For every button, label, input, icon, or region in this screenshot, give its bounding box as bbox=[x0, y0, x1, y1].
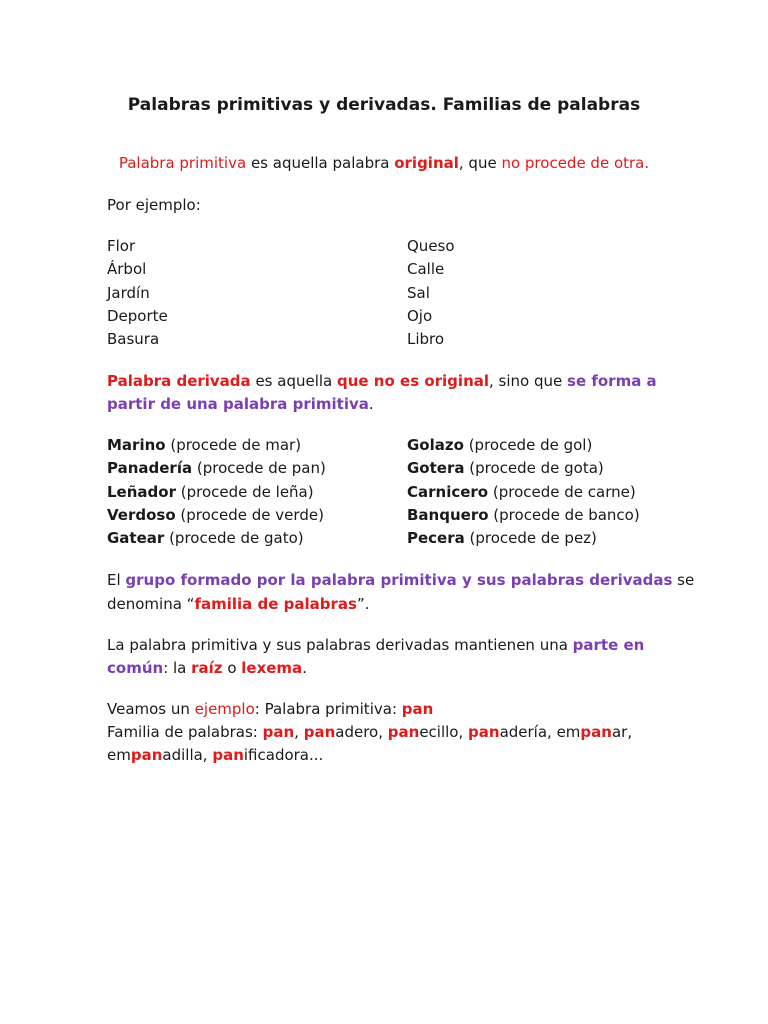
primitiva-word: Sal bbox=[407, 284, 430, 302]
definition-derivada-line1 bbox=[107, 372, 657, 390]
primitiva-word: Flor bbox=[107, 237, 136, 255]
derivada-note: (procede de gato) bbox=[164, 529, 304, 547]
term-original: original bbox=[394, 154, 459, 172]
derivada-item bbox=[407, 436, 592, 454]
word-prefix: em bbox=[107, 746, 131, 764]
primitiva-word: Árbol bbox=[107, 260, 147, 278]
derivada-word: Golazo bbox=[407, 436, 464, 454]
derivada-word: Carnicero bbox=[407, 483, 489, 501]
derivada-item bbox=[407, 459, 604, 477]
familia-definition-line2 bbox=[107, 595, 370, 613]
term-ejemplo: ejemplo bbox=[194, 700, 255, 718]
raiz-line1 bbox=[107, 636, 644, 654]
derivada-note: (procede de carne) bbox=[488, 483, 636, 501]
text-segment: denomina “ bbox=[107, 595, 195, 613]
root-pan: pan bbox=[212, 746, 244, 764]
text-segment: La palabra primitiva y sus palabras derivadas mantienen una bbox=[107, 636, 573, 654]
derivada-item bbox=[407, 483, 636, 501]
word-suffix: ar, bbox=[611, 723, 633, 741]
primitiva-word: Jardín bbox=[107, 284, 150, 302]
term-grupo-formado: grupo formado por la palabra primitiva y sus palabras derivadas bbox=[125, 571, 673, 589]
derivada-word: Gatear bbox=[107, 529, 165, 547]
definition-derivada-line2 bbox=[107, 395, 374, 413]
derivada-note: (procede de leña) bbox=[175, 483, 314, 501]
definition-primitiva bbox=[0, 154, 768, 172]
text-segment: : Palabra primitiva bbox=[254, 700, 392, 718]
derivada-note: (procede de gota) bbox=[464, 459, 604, 477]
text-segment: . bbox=[302, 659, 307, 677]
term-parte-en: parte en bbox=[572, 636, 645, 654]
text-segment: . bbox=[368, 395, 374, 413]
text-segment: se bbox=[672, 571, 695, 589]
derivada-note: (procede de pan) bbox=[192, 459, 326, 477]
term-palabra-primitiva: Palabra primitiva bbox=[118, 154, 247, 172]
text-segment: : bbox=[391, 700, 402, 718]
term-partir: partir de una palabra primitiva bbox=[107, 395, 369, 413]
derivada-item bbox=[107, 483, 314, 501]
derivada-item bbox=[407, 529, 597, 547]
text-segment: es aquella bbox=[250, 372, 337, 390]
page-title: Palabras primitivas y derivadas. Familias de palabras bbox=[127, 95, 641, 115]
text-segment: es aquella palabra bbox=[246, 154, 395, 172]
term-pan: pan bbox=[401, 700, 434, 718]
text-segment: ”. bbox=[356, 595, 370, 613]
word-suffix: adilla, bbox=[162, 746, 213, 764]
primitiva-word: Libro bbox=[407, 330, 445, 348]
derivada-note: (procede de banco) bbox=[488, 506, 640, 524]
ejemplo-line bbox=[107, 700, 433, 718]
term-raiz: raíz bbox=[191, 659, 223, 677]
root-pan: pan bbox=[130, 746, 163, 764]
word-prefix: em bbox=[556, 723, 581, 741]
word-suffix: ificadora... bbox=[243, 746, 324, 764]
word-suffix: adero, bbox=[335, 723, 388, 741]
derivada-word: Pecera bbox=[407, 529, 465, 547]
word-suffix: adería, bbox=[499, 723, 557, 741]
root-pan: pan bbox=[468, 723, 500, 741]
por-ejemplo-label: Por ejemplo: bbox=[107, 196, 201, 214]
text-segment: , sino que bbox=[489, 372, 568, 390]
term-comun: común bbox=[107, 659, 164, 677]
familia-list-line2 bbox=[107, 746, 323, 764]
derivada-item bbox=[107, 506, 324, 524]
derivada-word: Leñador bbox=[107, 483, 176, 501]
familia-list-line1 bbox=[107, 723, 632, 741]
raiz-line2 bbox=[107, 659, 307, 677]
familia-list-label: Familia de palabras: bbox=[107, 723, 263, 741]
root-pan: pan bbox=[580, 723, 612, 741]
term-no-original: que no es original bbox=[337, 372, 490, 390]
text-segment: Veamos un bbox=[107, 700, 195, 718]
primitiva-word: Deporte bbox=[107, 307, 168, 325]
derivada-word: Verdoso bbox=[107, 506, 176, 524]
derivada-item bbox=[107, 436, 301, 454]
root-pan: pan bbox=[262, 723, 295, 741]
derivada-note: (procede de verde) bbox=[175, 506, 324, 524]
primitiva-word: Basura bbox=[107, 330, 160, 348]
derivada-item bbox=[107, 459, 326, 477]
term-no-procede: no procede de otra. bbox=[501, 154, 650, 172]
term-se-forma: se forma a bbox=[567, 372, 657, 390]
term-palabra-derivada: Palabra derivada bbox=[107, 372, 251, 390]
term-lexema: lexema bbox=[241, 659, 303, 677]
derivada-word: Gotera bbox=[407, 459, 465, 477]
root-pan: pan bbox=[303, 723, 336, 741]
word-suffix: ecillo, bbox=[419, 723, 469, 741]
text-segment: El bbox=[107, 571, 126, 589]
derivada-word: Banquero bbox=[407, 506, 489, 524]
term-familia-de-palabras: familia de palabras bbox=[194, 595, 357, 613]
derivada-note: (procede de gol) bbox=[463, 436, 593, 454]
derivada-note: (procede de pez) bbox=[464, 529, 597, 547]
derivada-item bbox=[407, 506, 640, 524]
word-suffix: , bbox=[294, 723, 304, 741]
text-segment: , que bbox=[458, 154, 502, 172]
primitiva-word: Calle bbox=[407, 260, 445, 278]
text-segment: : la bbox=[163, 659, 192, 677]
text-segment: o bbox=[222, 659, 242, 677]
primitiva-word: Ojo bbox=[407, 307, 433, 325]
derivada-item bbox=[107, 529, 304, 547]
derivada-note: (procede de mar) bbox=[165, 436, 302, 454]
familia-definition-line1 bbox=[107, 571, 694, 589]
primitiva-word: Queso bbox=[407, 237, 455, 255]
derivada-word: Marino bbox=[107, 436, 166, 454]
root-pan: pan bbox=[387, 723, 420, 741]
derivada-word: Panadería bbox=[107, 459, 193, 477]
